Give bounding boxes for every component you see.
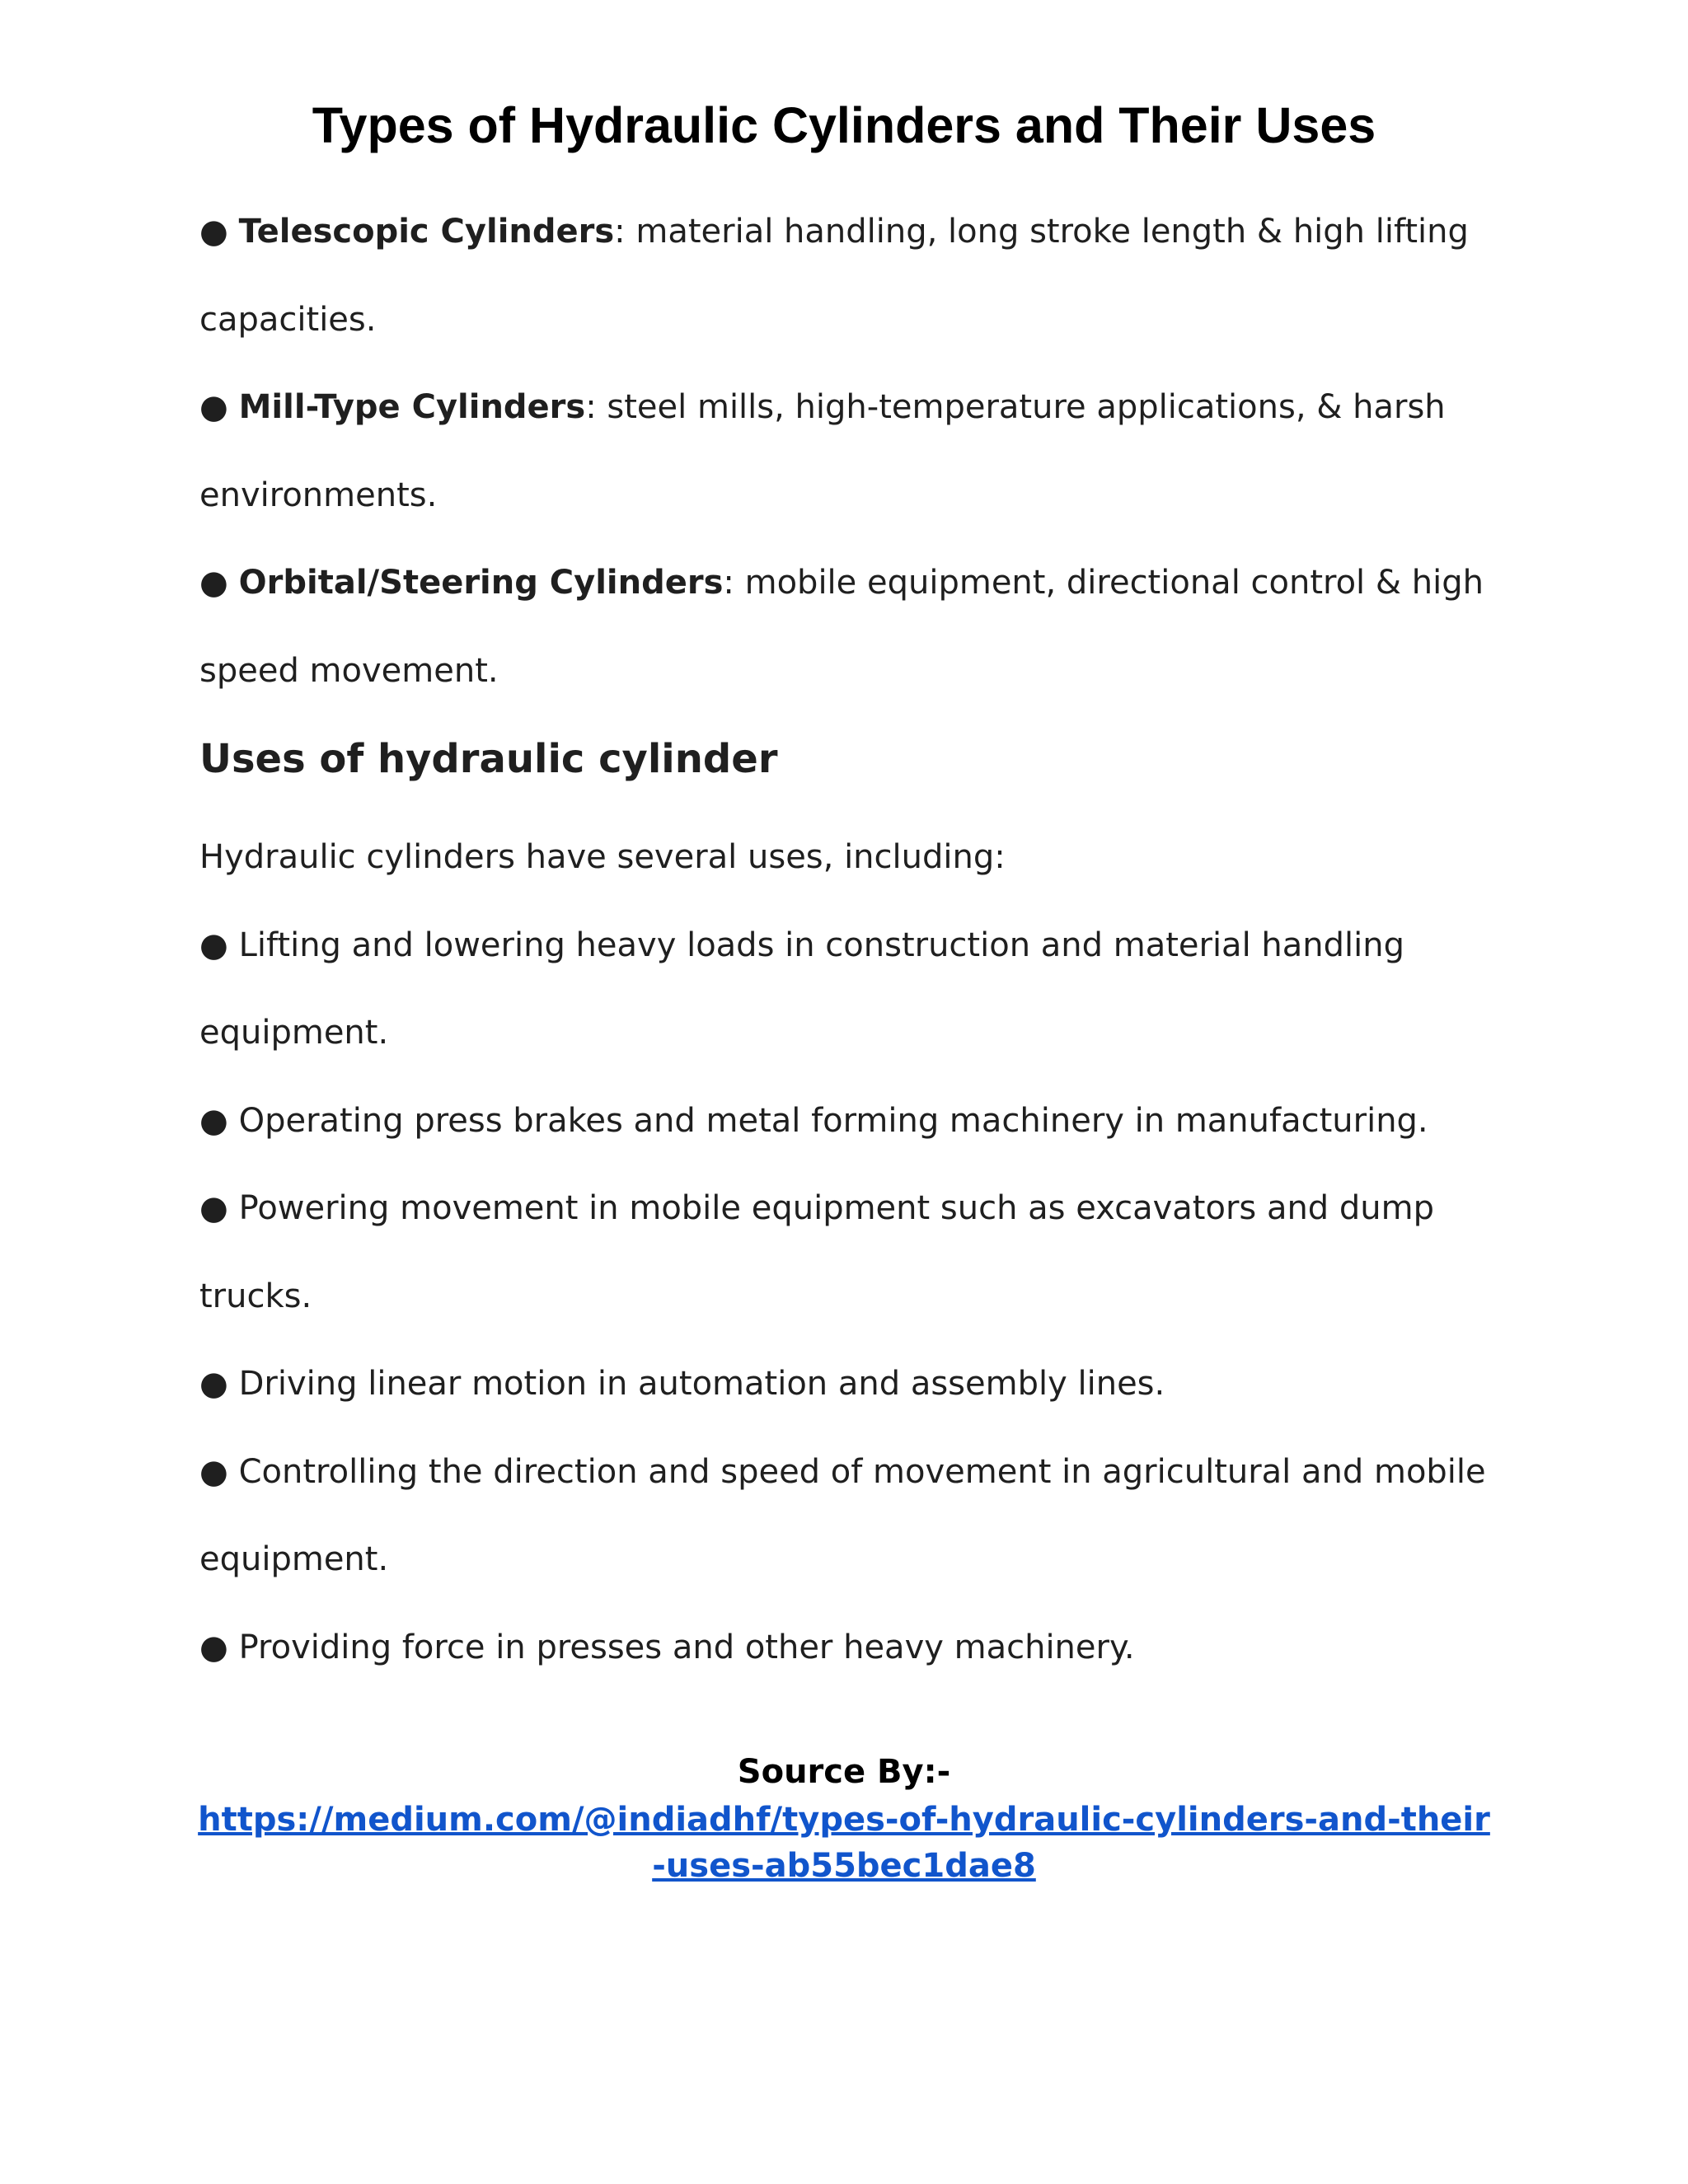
document-title: Types of Hydraulic Cylinders and Their Uses bbox=[312, 97, 1376, 153]
type-item-orbital-steering bbox=[199, 539, 1502, 715]
type-name: Orbital/Steering Cylinders bbox=[238, 564, 724, 602]
bullet: ● bbox=[199, 388, 228, 426]
use-item: ● Controlling the direction and speed of movement in agricultural and mobile equipment. bbox=[199, 1452, 1486, 1578]
document-body bbox=[199, 188, 1502, 1691]
uses-intro: Hydraulic cylinders have several uses, including: bbox=[199, 838, 1006, 876]
type-description: : mobile equipment, directional control & high speed movement. bbox=[199, 564, 1484, 690]
use-item: ● Operating press brakes and metal forming machinery in manufacturing. bbox=[199, 1101, 1428, 1140]
bullet: ● bbox=[199, 213, 228, 251]
type-description: : material handling, long stroke length & high lifting capacities. bbox=[199, 213, 1469, 339]
source-label: Source By:- bbox=[737, 1753, 951, 1791]
type-name: Telescopic Cylinders bbox=[238, 213, 615, 251]
use-item: ● Providing force in presses and other heavy machinery. bbox=[199, 1628, 1135, 1666]
bullet: ● bbox=[199, 564, 228, 602]
use-item: ● Lifting and lowering heavy loads in construction and material handling equipment. bbox=[199, 926, 1404, 1052]
uses-heading: Uses of hydraulic cylinder bbox=[199, 736, 778, 782]
type-item-telescopic bbox=[199, 188, 1502, 363]
type-name: Mill-Type Cylinders bbox=[238, 388, 586, 426]
use-item: ● Powering movement in mobile equipment such as excavators and dump trucks. bbox=[199, 1189, 1435, 1315]
source-section bbox=[0, 1747, 1688, 1889]
source-link[interactable]: https://medium.com/@indiadhf/types-of-hydraulic-cylinders-and-their-uses-ab55bec1dae8 bbox=[198, 1801, 1490, 1885]
type-description: : steel mills, high-temperature applications, & harsh environments. bbox=[199, 388, 1446, 514]
use-item: ● Driving linear motion in automation and assembly lines. bbox=[199, 1365, 1165, 1403]
type-item-mill-type bbox=[199, 363, 1502, 539]
